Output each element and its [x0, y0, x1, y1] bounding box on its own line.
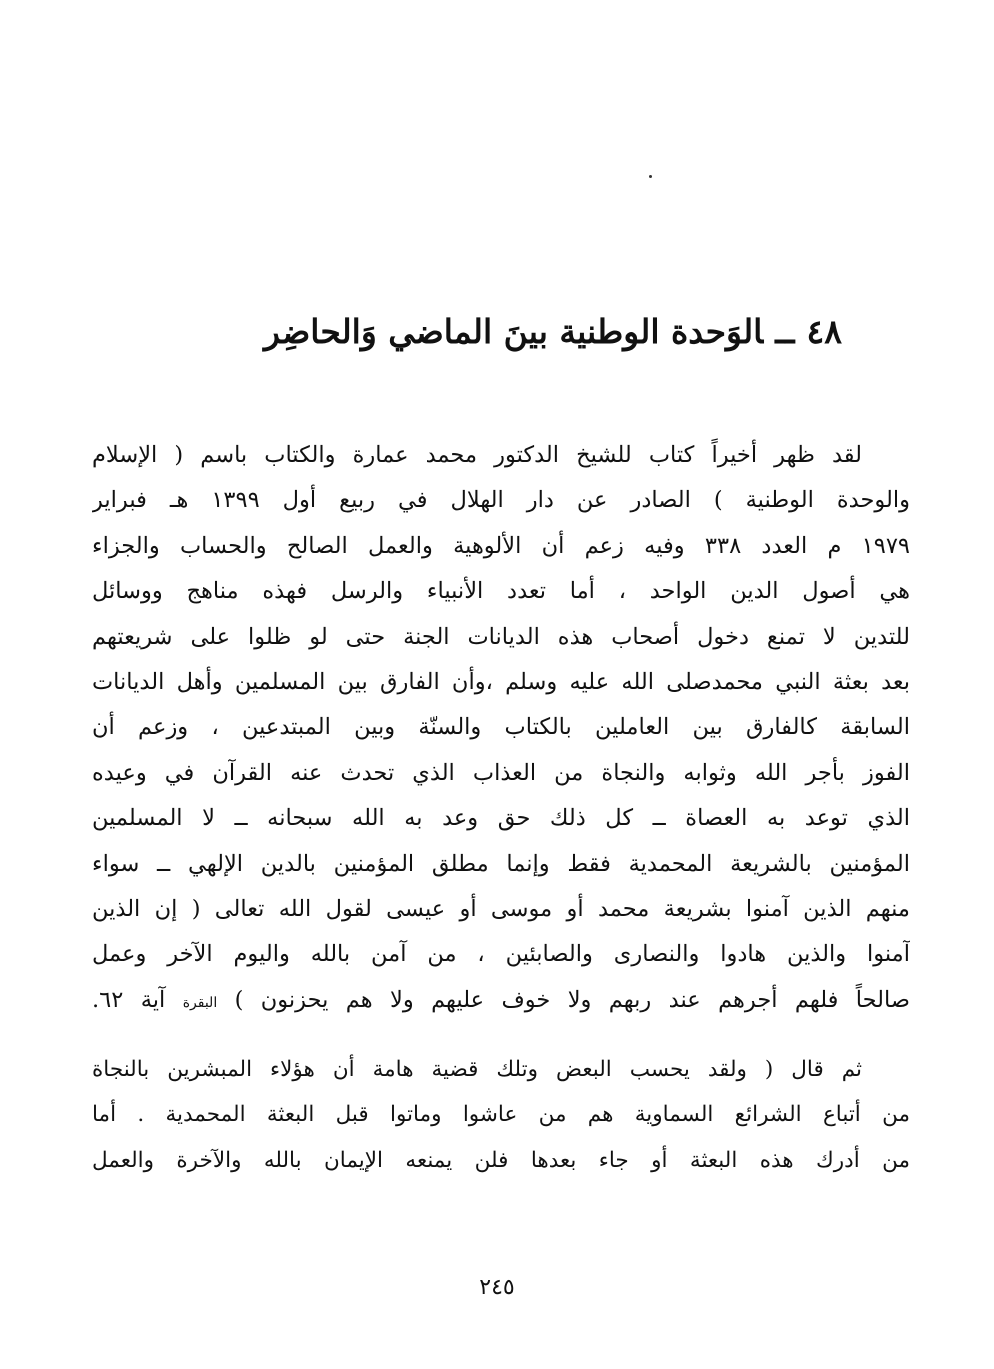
paragraph-2: [92, 1047, 910, 1183]
text-line: الذي توعد به العصاة ــ كل ذلك حق وعد به الله سبحانه ــ لا المسلمين: [92, 805, 910, 832]
stray-dot: [649, 175, 652, 178]
text-line: ١٩٧٩ م العدد ٣٣٨ وفيه زعم أن الألوهية والعمل الصالح والحساب والجزاء: [92, 532, 910, 559]
text-line: من أدرك هذه البعثة أو جاء بعدها فلن يمنعه الإيمان بالله والآخرة والعمل: [92, 1147, 910, 1173]
text-line: منهم الذين آمنوا بشريعة محمد أو موسى أو عيسى لقول الله تعالى ( إن الذين: [92, 895, 910, 922]
verse-number: آية ٦٢.: [92, 986, 166, 1013]
text-line: لقد ظهر أخيراً كتاب للشيخ الدكتور محمد عمارة والكتاب باسم ( الإسلام: [92, 442, 862, 468]
chapter-title: [264, 312, 842, 351]
text-line: والوحدة الوطنية ) الصادر عن دار الهلال في ربيع أول ١٣٩٩ هـ فبراير: [92, 487, 910, 514]
chapter-dash: ــ: [775, 312, 795, 351]
text-line: السابقة كالفارق بين العاملين بالكتاب والسنّة وبين المبتدعين ، وزعم أن: [92, 714, 910, 741]
paragraph-1: [92, 433, 910, 1023]
text-line: الفوز بأجر الله وثوابه والنجاة من العذاب الذي تحدث عنه القرآن في وعيده: [92, 759, 910, 786]
text-line: من أتباع الشرائع السماوية هم من عاشوا وماتوا قبل البعثة المحمدية . أما: [92, 1102, 910, 1128]
page-number: ٢٤٥: [479, 1275, 515, 1300]
text-line: هي أصول الدين الواحد ، أما تعدد الأنبياء والرسل فهذه مناهج ووسائل: [92, 578, 910, 605]
text-line: المؤمنين بالشريعة المحمدية فقط وإنما مطلق المؤمنين بالدين الإلهي ــ سواء: [92, 850, 910, 877]
text-line-last: [92, 978, 910, 1023]
text-line: للتدين لا تمنع دخول أصحاب هذه الديانات الجنة حتى لو ظلوا على شريعتهم: [92, 623, 910, 650]
text-line: بعد بعثة النبي محمدصلى الله عليه وسلم ،وأن الفارق بين المسلمين وأهل الديانات: [92, 668, 910, 695]
surah-name: البقرة: [182, 994, 218, 1011]
text-line: ثم قال ( ولقد يحسب البعض وتلك قضية هامة أن هؤلاء المبشرين بالنجاة: [92, 1057, 862, 1082]
text-line: آمنوا والذين هادوا والنصارى والصابئين ، من آمن بالله واليوم الآخر وعمل: [92, 941, 910, 968]
chapter-title-text: الوَحدة الوطنية بينَ الماضي وَالحاضِر: [264, 312, 764, 351]
verse-text: صالحاً فلهم أجرهم عند ربهم ولا خوف عليهم ولا هم يحزنون ): [234, 986, 910, 1013]
chapter-number: ٤٨: [806, 312, 842, 351]
